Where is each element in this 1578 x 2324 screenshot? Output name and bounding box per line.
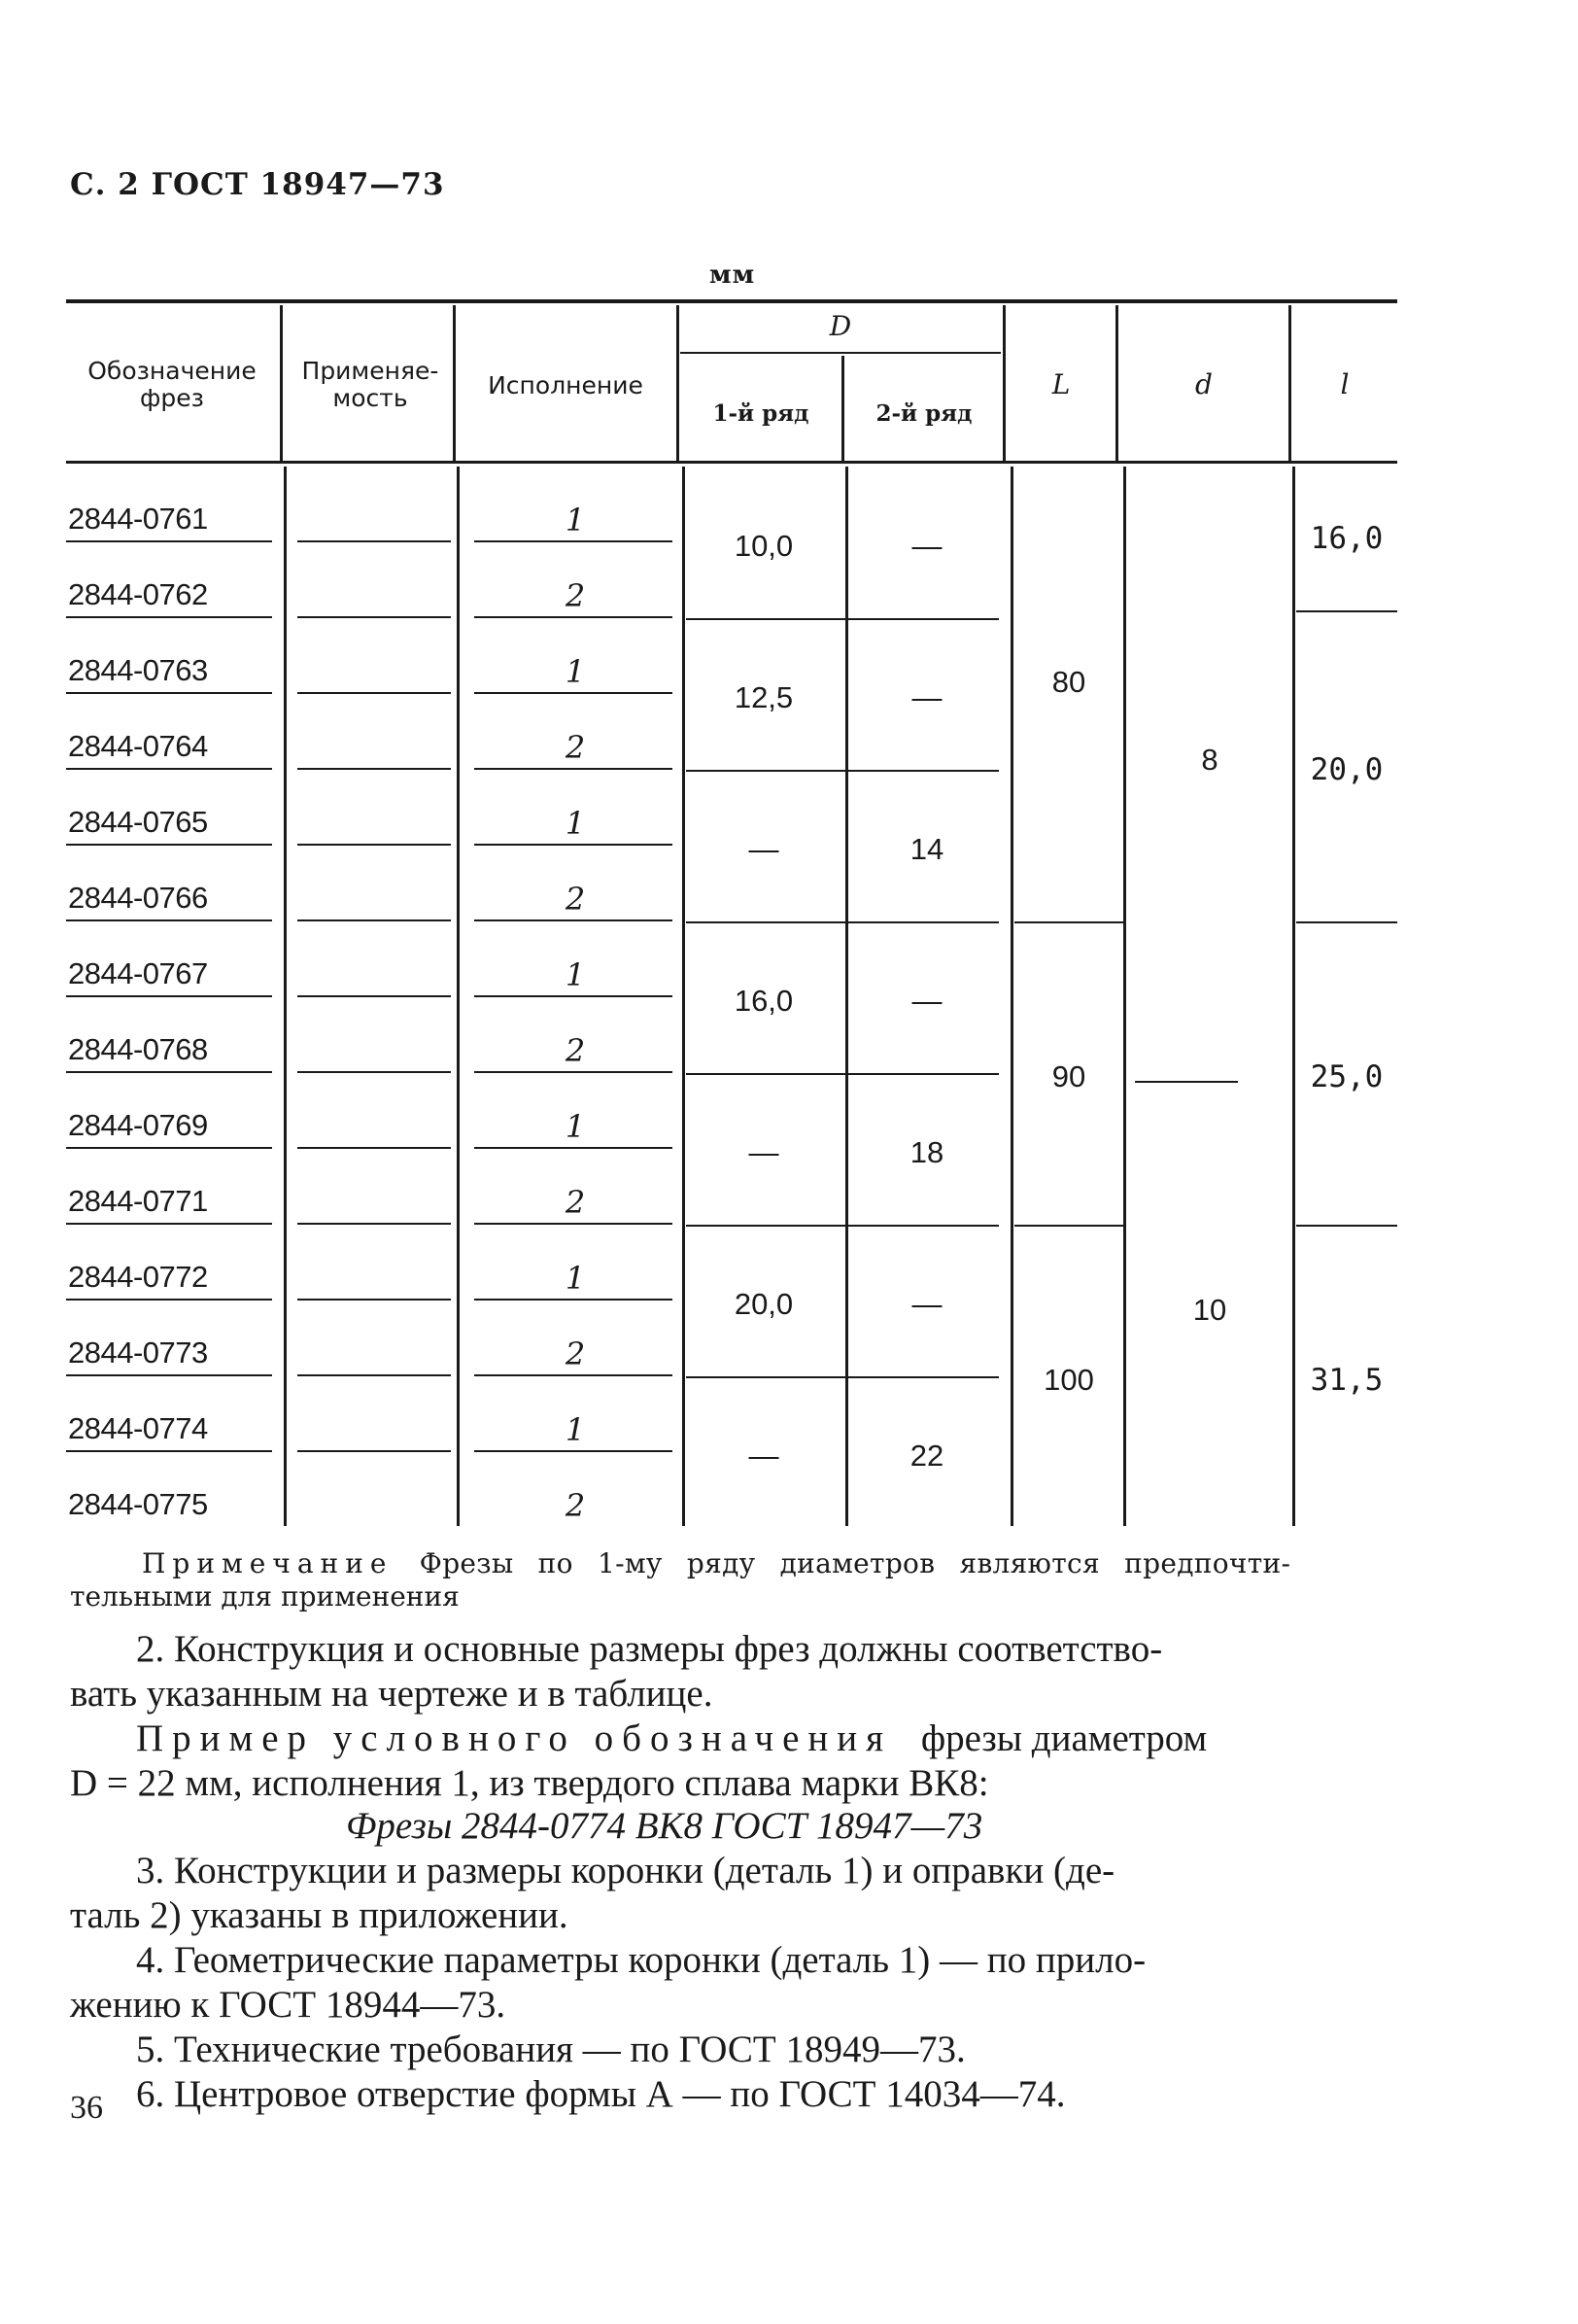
note-line-1: Фрезы по 1-му ряду диаметров являются предпочти- — [419, 1547, 1291, 1579]
row-rule — [66, 1071, 272, 1073]
table-note — [142, 1547, 1290, 1579]
row-rule — [66, 844, 272, 846]
page-title: С. 2 ГОСТ 18947—73 — [70, 167, 445, 202]
d-row1-cell: 12,5 — [734, 680, 794, 714]
row-rule — [474, 1071, 672, 1073]
pair-rule — [686, 770, 999, 772]
row-rule — [474, 919, 672, 921]
note-line-2: тельными для применения — [70, 1580, 460, 1613]
d-row1-cell: 20,0 — [734, 1287, 794, 1321]
row-rule — [66, 995, 272, 997]
d-row1-cell: — — [748, 1439, 779, 1473]
d-row1-cell: 10,0 — [734, 529, 794, 563]
code-cell: 2844-0774 — [68, 1411, 208, 1445]
row-rule — [474, 616, 672, 618]
l-group-rule — [1014, 921, 1123, 923]
applicability-blank — [297, 995, 451, 997]
row-rule — [474, 1450, 672, 1452]
row-rule — [474, 844, 672, 846]
example-designation: Фрезы 2844-0774 ВК8 ГОСТ 18947—73 — [346, 1805, 983, 1847]
table-top-rule — [66, 299, 1397, 303]
d-row2-cell: 14 — [909, 832, 944, 866]
paragraph-5: 5. Технические требования — по ГОСТ 18949—73. — [136, 2029, 966, 2070]
note-label: Примечание — [142, 1547, 394, 1579]
row-rule — [66, 768, 272, 770]
applicability-blank — [297, 1374, 451, 1376]
col-header-variant: Исполнение — [488, 371, 643, 399]
variant-cell: 2 — [565, 1184, 586, 1221]
pair-rule — [686, 921, 999, 923]
applicability-blank — [297, 692, 451, 694]
shank-d-cell: 8 — [1201, 743, 1218, 777]
variant-cell: 2 — [565, 577, 586, 614]
variant-cell: 2 — [565, 1032, 586, 1069]
code-cell: 2844-0775 — [68, 1487, 208, 1521]
d-group-divider — [1135, 1081, 1238, 1083]
row-rule — [66, 540, 272, 542]
variant-cell: 1 — [565, 502, 586, 538]
length-l-cell: 25,0 — [1310, 1059, 1384, 1094]
applicability-blank — [297, 844, 451, 846]
d-row1-cell: 16,0 — [734, 984, 794, 1018]
d-row2-cell: — — [911, 984, 943, 1018]
col-divider — [682, 467, 685, 1526]
example-line-1 — [136, 1717, 1207, 1760]
d-row2-cell: — — [911, 1287, 943, 1321]
row-rule — [66, 1450, 272, 1452]
d-row1-cell: — — [748, 832, 779, 866]
row-rule — [66, 1223, 272, 1225]
l-col-rule — [1296, 1225, 1397, 1227]
paragraph-4-line-1: 4. Геометрические параметры коронки (деталь 1) — по прило- — [136, 1939, 1147, 1981]
col-divider — [845, 467, 848, 1526]
col-divider — [280, 305, 283, 461]
row-rule — [66, 1374, 272, 1376]
code-cell: 2844-0768 — [68, 1032, 208, 1066]
row-rule — [474, 540, 672, 542]
col-divider — [457, 467, 460, 1526]
length-L-cell: 100 — [1044, 1363, 1094, 1397]
col-divider — [1123, 467, 1126, 1526]
pair-rule — [686, 1376, 999, 1378]
length-l-cell: 20,0 — [1310, 752, 1384, 787]
col-header-applicability: Применяе- мость — [301, 357, 439, 412]
pair-rule — [686, 618, 999, 620]
table-header-rule — [66, 461, 1397, 464]
pair-rule — [686, 1225, 999, 1227]
col-divider — [1115, 305, 1118, 461]
applicability-blank — [297, 1299, 451, 1301]
row-rule — [66, 919, 272, 921]
page-number: 36 — [70, 2090, 103, 2126]
variant-cell: 2 — [565, 1487, 586, 1524]
paragraph-3-line-2: таль 2) указаны в приложении. — [70, 1894, 568, 1936]
example-line-2: D = 22 мм, исполнения 1, из твердого сплава марки ВК8: — [70, 1762, 989, 1804]
length-l-cell: 31,5 — [1310, 1363, 1384, 1398]
col-header-D-row2: 2-й ряд — [875, 400, 973, 427]
code-cell: 2844-0763 — [68, 653, 208, 687]
variant-cell: 1 — [565, 653, 586, 690]
col-divider — [676, 305, 679, 461]
row-rule — [474, 1223, 672, 1225]
pair-rule — [686, 1073, 999, 1075]
col-divider — [1292, 467, 1295, 1526]
variant-cell: 2 — [565, 1335, 586, 1372]
d-row2-cell: 22 — [909, 1439, 944, 1473]
length-l-cell: 16,0 — [1310, 521, 1384, 556]
d-row2-cell: — — [911, 529, 943, 563]
row-rule — [66, 692, 272, 694]
applicability-blank — [297, 616, 451, 618]
col-header-D-row1: 1-й ряд — [712, 400, 809, 427]
variant-cell: 1 — [565, 1260, 586, 1297]
code-cell: 2844-0764 — [68, 729, 208, 763]
col-divider — [1288, 305, 1291, 461]
col-divider — [1003, 305, 1006, 461]
col-header-d: d — [1195, 368, 1213, 400]
l-col-rule — [1296, 610, 1397, 612]
variant-cell: 2 — [565, 729, 586, 766]
col-header-l: l — [1340, 368, 1350, 400]
applicability-blank — [297, 540, 451, 542]
col-divider — [1011, 467, 1013, 1526]
paragraph-3-line-1: 3. Конструкции и размеры коронки (деталь 1) и оправки (де- — [136, 1850, 1115, 1891]
code-cell: 2844-0767 — [68, 956, 208, 990]
paragraph-2-line-1: 2. Конструкция и основные размеры фрез должны соответство- — [136, 1628, 1163, 1670]
row-rule — [66, 616, 272, 618]
length-L-cell: 90 — [1051, 1059, 1086, 1093]
row-rule — [474, 995, 672, 997]
paragraph-4-line-2: жению к ГОСТ 18944—73. — [70, 1984, 506, 2026]
applicability-blank — [297, 1223, 451, 1225]
variant-cell: 1 — [565, 956, 586, 993]
paragraph-6: 6. Центровое отверстие формы А — по ГОСТ 14034—74. — [136, 2073, 1066, 2115]
code-cell: 2844-0771 — [68, 1184, 208, 1218]
row-rule — [474, 1374, 672, 1376]
code-cell: 2844-0772 — [68, 1260, 208, 1294]
d-row2-cell: 18 — [909, 1135, 944, 1169]
applicability-blank — [297, 1071, 451, 1073]
variant-cell: 1 — [565, 805, 586, 842]
variant-cell: 2 — [565, 881, 586, 918]
d-row2-cell: — — [911, 680, 943, 714]
units-label: мм — [709, 260, 756, 290]
row-rule — [474, 1147, 672, 1149]
code-cell: 2844-0773 — [68, 1335, 208, 1370]
shank-d-cell: 10 — [1192, 1293, 1227, 1327]
col-header-L: L — [1051, 368, 1071, 400]
code-cell: 2844-0762 — [68, 577, 208, 611]
col-header-designation: Обозначение фрез — [87, 357, 257, 412]
col-header-D: D — [829, 310, 852, 342]
applicability-blank — [297, 768, 451, 770]
paragraph-2-line-2: вать указанным на чертеже и в таблице. — [70, 1673, 713, 1715]
code-cell: 2844-0766 — [68, 881, 208, 915]
col-divider — [284, 467, 287, 1526]
row-rule — [66, 1299, 272, 1301]
row-rule — [66, 1147, 272, 1149]
row-rule — [474, 768, 672, 770]
example-label: Пример условного обозначения — [136, 1717, 893, 1759]
l-col-rule — [1296, 921, 1397, 923]
d-row1-cell: — — [748, 1135, 779, 1169]
l-group-rule — [1014, 1225, 1123, 1227]
code-cell: 2844-0761 — [68, 502, 208, 536]
applicability-blank — [297, 1450, 451, 1452]
col-divider — [841, 356, 844, 461]
code-cell: 2844-0765 — [68, 805, 208, 839]
col-divider — [453, 305, 456, 461]
row-rule — [474, 1299, 672, 1301]
code-cell: 2844-0769 — [68, 1108, 208, 1142]
d-group-rule — [680, 352, 1001, 354]
applicability-blank — [297, 919, 451, 921]
example-rest: фрезы диаметром — [920, 1717, 1208, 1759]
variant-cell: 1 — [565, 1411, 586, 1448]
variant-cell: 1 — [565, 1108, 586, 1145]
applicability-blank — [297, 1147, 451, 1149]
length-L-cell: 80 — [1051, 665, 1086, 699]
row-rule — [474, 692, 672, 694]
